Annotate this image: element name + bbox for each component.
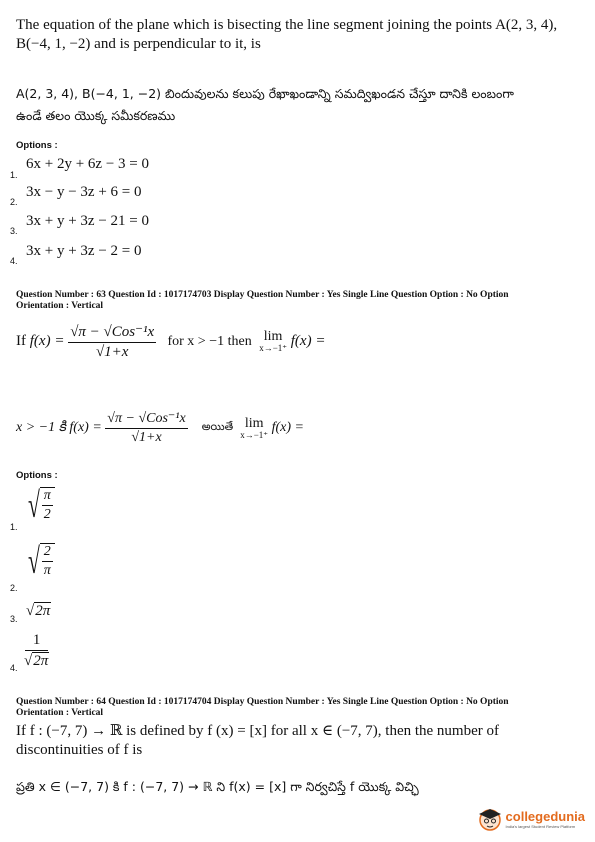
logo-name: collegedunia [505,809,585,824]
q63-meta-line1: Question Number : 63 Question Id : 1017174703 Display Question Number : Yes Single Line Question Option : No Option [16,290,509,300]
q64-meta-line2: Orientation : Vertical [16,708,104,718]
q62-en-line1: The equation of the plane which is bisecting the line segment joining the points A(2, 3, 4), [16,17,558,33]
q62-opt2-equation[interactable]: 3x − y − 3z + 6 = 0 [26,184,142,200]
q63-lim-word: lim [263,329,283,344]
q62-opt4-equation[interactable]: 3x + y + 3z − 2 = 0 [26,243,142,259]
q63-limit [259,329,287,354]
q63-fx: f(x) = [29,333,65,349]
collegedunia-logo [477,806,585,832]
q63-opt4-number: 4. [10,663,18,673]
q64-telugu [16,776,496,798]
q62-opt3-number: 3. [10,226,18,236]
q63-opt3-number: 3. [10,614,18,624]
q63-fraction [68,322,156,361]
q62-opt1-equation[interactable]: 6x + 2y + 6z − 3 = 0 [26,156,149,172]
q62-opt3-equation[interactable]: 3x + y + 3z − 21 = 0 [26,213,149,229]
q64-en-line1: If f : (−7, 7) → ℝ is defined by f (x) = [x] for all x ∈ (−7, 7), then the number of [16,723,499,739]
q63-te-pre: x > −1 కి f(x) = [16,419,102,435]
q63-te-limit [240,416,268,441]
q63-opt2-radical: √ [27,541,40,581]
q64-meta-line1: Question Number : 64 Question Id : 1017174704 Display Question Number : Yes Single Line Question Option : No Option [16,697,509,707]
q63-opt1-number: 1. [10,522,18,532]
q63-statement [16,322,325,361]
q63-telugu-statement [16,410,304,446]
q63-te-numerator: √π − √Cos⁻¹x [105,410,187,429]
q62-opt2-number: 2. [10,197,18,207]
q63-te-fx-rhs: f(x) = [271,420,304,435]
q63-te-lim-word: lim [244,415,264,431]
q63-te-then: అయితే [201,420,234,433]
q62-options-label: Options : [16,140,58,151]
q62-te-line1: A(2, 3, 4), B(−4, 1, −2) బిందువులను కలుపు రేఖాఖండాన్ని సమద్విఖండన చేస్తూ దానికి లంబంగా [16,86,514,101]
q63-te-denominator: √1+x [131,430,162,445]
q63-te-lim-sub: x→−1⁺ [240,429,269,440]
q62-opt1-number: 1. [10,170,18,180]
q63-opt2-number: 2. [10,583,18,593]
q63-for-then: for x > −1 then [167,333,252,349]
graduate-icon [477,806,503,832]
q63-numerator: √π − √Cos⁻¹x [68,322,156,343]
q62-telugu [16,83,586,127]
q64-meta [16,697,586,719]
q64-en-line2: discontinuities of f is [16,742,143,758]
q62-opt4-number: 4. [10,256,18,266]
q63-opt2-expression[interactable] [24,543,55,579]
q63-opt4-fraction: $\frac{1}{√2\pi}$ [24,632,49,669]
q63-te-fraction [105,410,187,446]
q63-denominator: √1+x [95,344,129,360]
q63-opt1-radical: √ [27,485,40,525]
q63-lim-sub: x→−1⁺ [259,343,288,353]
q63-opt4-expression[interactable] [24,632,49,670]
q64-te-line1: ప్రతి x ∈ (−7, 7) కి f : (−7, 7) → ℝ ని f(x) = [x] గా నిర్వచిస్తే f యొక్క విచ్ఛి [16,779,419,794]
q62-te-line2: ఉండే తలం యొక్క సమీకరణము [16,108,176,123]
q63-options-label: Options : [16,470,58,481]
q63-if: If [16,333,26,349]
q63-opt3-radicand: 2π [35,603,51,619]
q63-opt1-fraction: $\frac{\pi}{2}$ [40,487,55,523]
q62-statement [16,16,586,54]
q64-statement [16,722,591,760]
q63-opt2-fraction: $\frac{2}{\pi}$ [40,543,55,579]
q63-opt1-expression[interactable] [24,487,55,523]
q63-opt3-expression[interactable]: √2π [26,603,51,619]
logo-tagline: India's largest Student Review Platform [505,824,576,829]
q63-fx-rhs: f(x) = [290,333,326,349]
q63-meta-line2: Orientation : Vertical [16,301,104,311]
q62-en-line2: B(−4, 1, −2) and is perpendicular to it, is [16,36,261,52]
q63-meta [16,290,586,312]
